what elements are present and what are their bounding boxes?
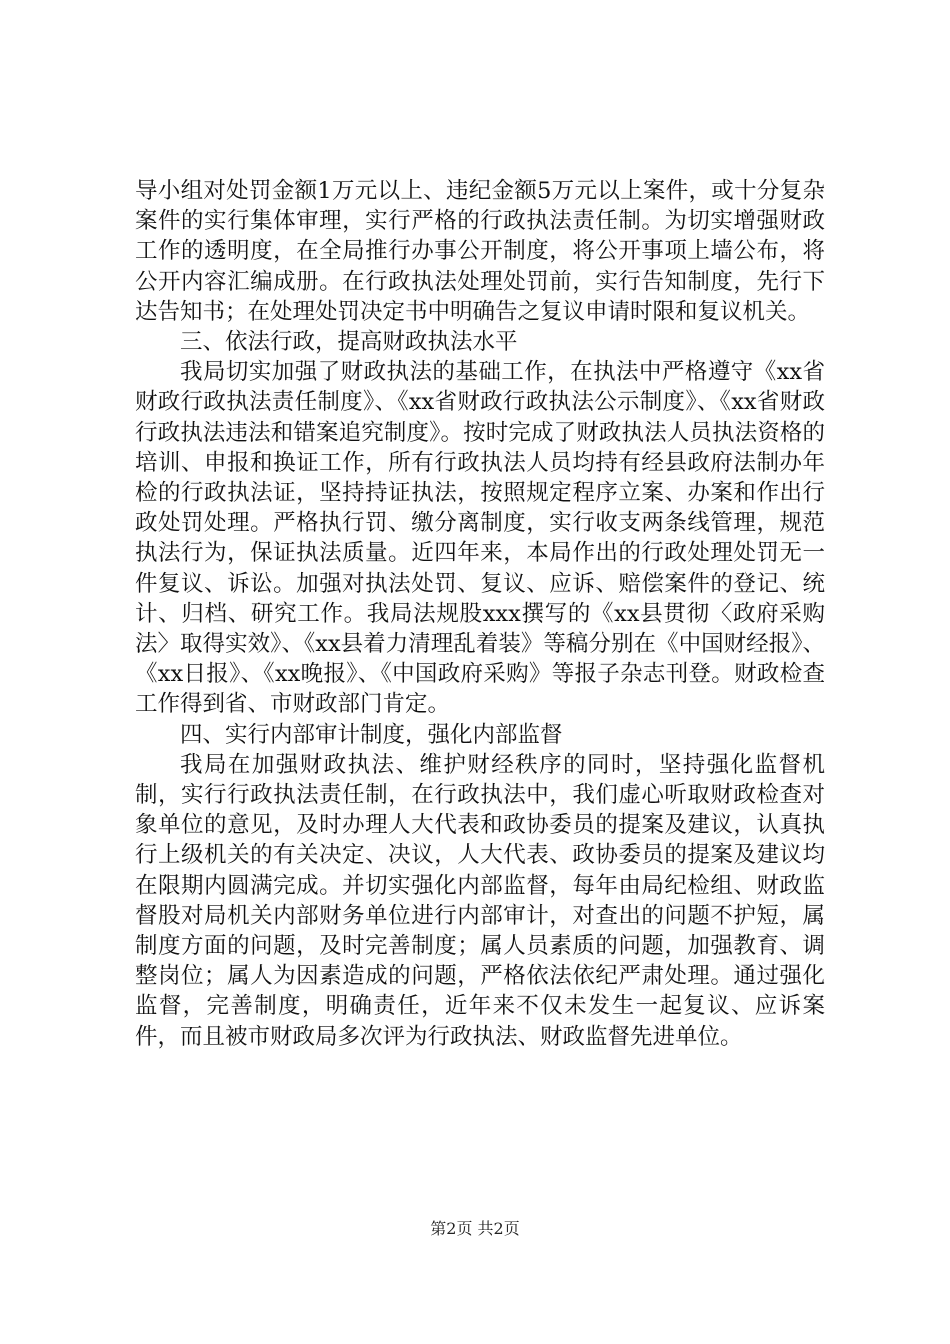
paragraph-internal-audit: 我局在加强财政执法、维护财经秩序的同时，坚持强化监督机制，实行行政执法责任制，在行政执法中，我们虚心听取财政检查对象单位的意见，及时办理人大代表和政协委员的提案及建议，认真执行上级机关的有关决定、决议，人大代表、政协委员的提案及建议均在限期内圆满完成。并切实强化内部监督，每年由局纪检组、财政监督股对局机关内部财务单位进行内部审计，对查出的问题不护短，属制度方面的问题，及时完善制度；属人员素质的问题，加强教育、调整岗位；属人为因素造成的问题，严格依法依纪严肃处理。通过强化监督，完善制度，明确责任，近年来不仅未发生一起复议、应诉案件，而且被市财政局多次评为行政执法、财政监督先进单位。: [135, 751, 825, 1050]
page-number-footer: 第2页 共2页: [430, 1219, 520, 1238]
paragraph-continuation: 导小组对处罚金额1万元以上、违纪金额5万元以上案件，或十分复杂案件的实行集体审理，实行严格的行政执法责任制。为切实增强财政工作的透明度，在全局推行办事公开制度，将公开事项上墙公布，将公开内容汇编成册。在行政执法处理处罚前，实行告知制度，先行下达告知书；在处理处罚决定书中明确告之复议申请时限和复议机关。: [135, 178, 825, 325]
section-heading-3: 三、依法行政，提高财政执法水平: [180, 329, 518, 356]
section-heading-4: 四、实行内部审计制度，强化内部监督: [180, 721, 563, 748]
paragraph-law-enforcement: 我局切实加强了财政执法的基础工作，在执法中严格遵守《xx省财政行政执法责任制度》、《xx省财政行政执法公示制度》、《xx省财政行政执法违法和错案追究制度》。按时完成了财政执法人员执法资格的培训、申报和换证工作，所有行政执法人员均持有经县政府法制办年检的行政执法证，坚持持证执法，按照规定程序立案、办案和作出行政处罚处理。严格执行罚、缴分离制度，实行收支两条线管理，规范执法行为，保证执法质量。近四年来，本局作出的行政处理处罚无一件复议、诉讼。加强对执法处罚、复议、应诉、赔偿案件的登记、统计、归档、研究工作。我局法规股xxx撰写的《xx县贯彻〈政府采购法〉取得实效》、《xx县着力清理乱着装》等稿分别在《中国财经报》、《xx日报》、《xx晚报》、《中国政府采购》等报子杂志刊登。财政检查工作得到省、市财政部门肯定。: [135, 359, 825, 718]
document-body: [135, 176, 825, 1052]
